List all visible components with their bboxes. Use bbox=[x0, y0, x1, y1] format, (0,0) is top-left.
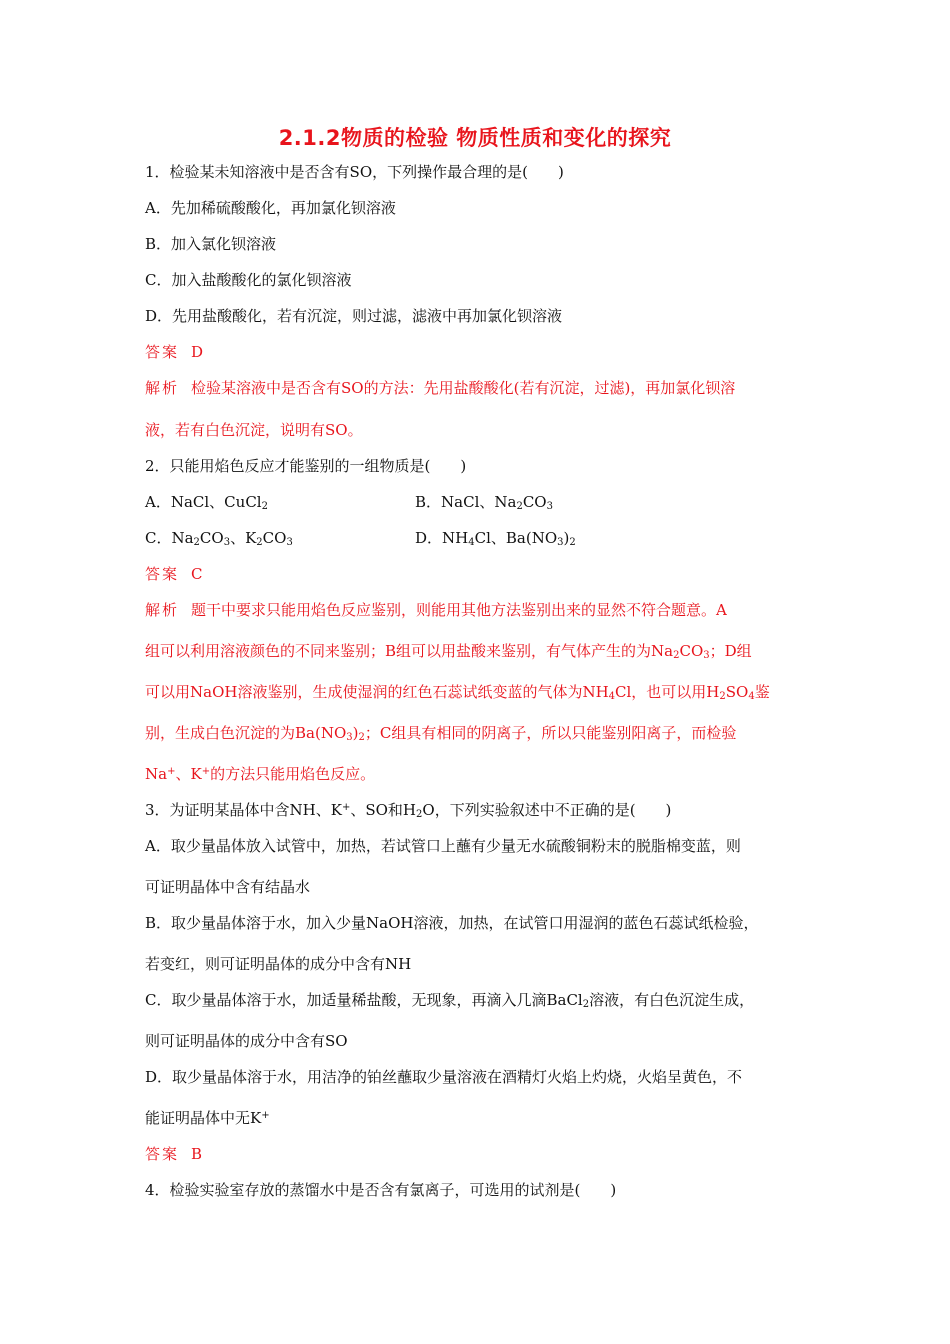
question-3-stem: 3．为证明某晶体中含NH、K+、SO和$H_2O$，下列实验叙述中不正确的是( ) bbox=[145, 801, 672, 820]
question-1-stem: 1．检验某未知溶液中是否含有SO，下列操作最合理的是( ) bbox=[145, 163, 564, 181]
question-1-option-a: A．先加稀硫酸酸化，再加氯化钡溶液 bbox=[145, 199, 396, 217]
question-3-option-b-line-1: B．取少量晶体溶于水，加入少量NaOH溶液，加热，在试管口用湿润的蓝色石蕊试纸检验， bbox=[145, 914, 759, 932]
question-1-analysis-line-1: 解析 检验某溶液中是否含有SO的方法：先用盐酸酸化(若有沉淀，过滤)，再加氯化钡溶 bbox=[145, 379, 736, 397]
question-1-analysis-line-2: 液，若有白色沉淀，说明有SO。 bbox=[145, 421, 363, 439]
question-1-answer: 答案 D bbox=[145, 343, 204, 361]
question-2-answer: 答案 C bbox=[145, 565, 203, 583]
question-1-option-c: C．加入盐酸酸化的氯化钡溶液 bbox=[145, 271, 352, 289]
question-2-options-cd bbox=[145, 528, 815, 548]
question-3-option-c-line-2: 则可证明晶体的成分中含有SO bbox=[145, 1032, 348, 1050]
question-3-option-d-line-1: D．取少量晶体溶于水，用洁净的铂丝蘸取少量溶液在酒精灯火焰上灼烧，火焰呈黄色，不 bbox=[145, 1068, 743, 1086]
question-2-analysis-line-2: 组可以利用溶液颜色的不同来鉴别；B组可以用盐酸来鉴别，有气体产生的为$Na_2CO_3$；D组 bbox=[145, 642, 752, 661]
question-2-analysis-line-5: Na+、K+的方法只能用焰色反应。 bbox=[145, 765, 376, 783]
question-2-option-d: D．$NH_4Cl$、$Ba(NO_3)_2$ bbox=[415, 529, 576, 548]
question-3-answer: 答案 B bbox=[145, 1145, 203, 1163]
question-1-option-b: B．加入氯化钡溶液 bbox=[145, 235, 277, 253]
question-3-option-c-line-1: C．取少量晶体溶于水，加适量稀盐酸，无现象，再滴入几滴BaCl$_2$溶液，有白色沉淀生成， bbox=[145, 991, 755, 1010]
question-2-option-b: B．NaCl、$Na_2CO_3$ bbox=[415, 493, 553, 512]
question-2-option-c: C．$Na_2CO_3$、$K_2CO_3$ bbox=[145, 529, 293, 548]
question-1-option-d: D．先用盐酸酸化，若有沉淀，则过滤，滤液中再加氯化钡溶液 bbox=[145, 307, 563, 325]
question-2-analysis-line-3: 可以用NaOH溶液鉴别，生成使湿润的红色石蕊试纸变蓝的气体为$NH_4Cl$，也可以用$H_2SO_4$鉴 bbox=[145, 683, 770, 702]
question-2-stem: 2．只能用焰色反应才能鉴别的一组物质是( ) bbox=[145, 457, 467, 475]
question-2-analysis-line-1: 解析 题干中要求只能用焰色反应鉴别，则能用其他方法鉴别出来的显然不符合题意。A bbox=[145, 601, 727, 619]
question-2-analysis-line-4: 别，生成白色沉淀的为$Ba(NO_3)_2$；C组具有相同的阴离子，所以只能鉴别阳离子，而检验 bbox=[145, 724, 737, 743]
question-4-stem: 4．检验实验室存放的蒸馏水中是否含有氯离子，可选用的试剂是( ) bbox=[145, 1181, 617, 1199]
question-3-option-b-line-2: 若变红，则可证明晶体的成分中含有NH bbox=[145, 955, 412, 973]
question-2-option-a: A．NaCl、CuCl$_2$ bbox=[145, 493, 268, 512]
question-3-option-d-line-2: 能证明晶体中无K+ bbox=[145, 1109, 270, 1127]
question-3-option-a-line-2: 可证明晶体中含有结晶水 bbox=[145, 878, 311, 896]
page-title: 2.1.2物质的检验 物质性质和变化的探究 bbox=[278, 126, 672, 150]
question-3-option-a-line-1: A．取少量晶体放入试管中，加热，若试管口上蘸有少量无水硫酸铜粉末的脱脂棉变蓝，则 bbox=[145, 837, 741, 855]
question-2-options-ab bbox=[145, 492, 815, 512]
